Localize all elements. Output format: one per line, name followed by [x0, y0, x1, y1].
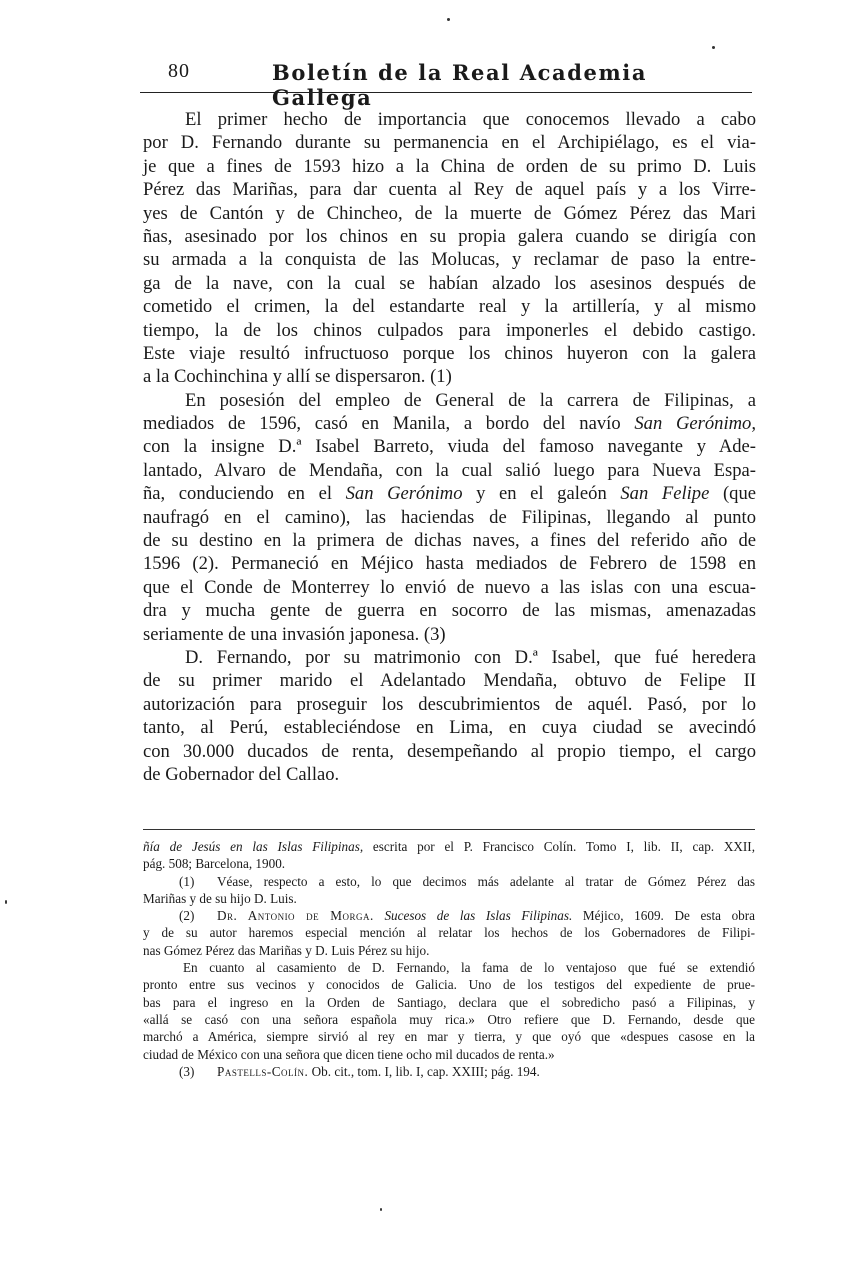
scan-speck: [447, 18, 450, 21]
text-line: tiempo, la de los chinos culpados para imponerles el debido castigo.: [143, 319, 756, 341]
text-line: D. Fernando, por su matrimonio con D.ª Isabel, que fué heredera: [185, 646, 756, 668]
text-line: je que a fines de 1593 hizo a la China de orden de su primo D. Luis: [143, 155, 756, 177]
text-span: Ob. cit., tom. I, lib. I, cap. XXIII; pág. 194.: [308, 1063, 540, 1079]
text-line: Pérez das Mariñas, para dar cuenta al Rey de aquel país y a los Virre-: [143, 179, 756, 201]
text-line: naufragó en el camino), las haciendas de Filipinas, llegando al punto: [143, 506, 756, 528]
footnote-line: [143, 1063, 755, 1080]
footnote-number: (3): [179, 1063, 195, 1079]
text-line: de su destino en la primera de dichas naves, a fines del referido año de: [143, 530, 756, 552]
text-line: El primer hecho de importancia que conocemos llevado a cabo: [185, 109, 756, 130]
footnote-line: bas para el ingreso en la Orden de Santiago, declara que el sobredicho pasó a Filipinas, y: [143, 994, 755, 1010]
text-line: seriamente de una invasión japonesa. (3): [143, 623, 446, 645]
text-line: [143, 412, 756, 435]
text-line: a la Cochinchina y allí se dispersaron. (1): [143, 366, 452, 388]
text-span: y en el galeón: [462, 483, 621, 505]
text-line: dra y mucha gente de guerra en socorro de las mismas, amenazadas: [143, 600, 756, 622]
text-line: de Gobernador del Callao.: [143, 763, 340, 785]
text-line: ga de la nave, con la cual se habían alzado los asesinos después de: [143, 272, 756, 294]
footnote-line: pág. 508; Barcelona, 1900.: [143, 856, 286, 872]
book-title: Sucesos de las Islas Filipinas.: [384, 908, 573, 924]
ship-name: San Gerónimo,: [634, 413, 756, 435]
text-span: escrita por el P. Francisco Colín. Tomo I, lib. II, cap. XXII,: [363, 839, 755, 854]
text-span: (que: [709, 483, 757, 505]
scan-speck: [5, 900, 7, 904]
footnotes: [143, 838, 755, 1080]
footnote-line: En cuanto al casamiento de D. Fernando, la fama de lo ventajoso que fué se extendió: [183, 960, 755, 976]
footnote-line: marchó a América, siempre sirvió al rey en mar y tierra, y que oyó que «despues casose en la: [143, 1029, 755, 1045]
footnote-line: [143, 873, 755, 890]
ship-name: San Felipe: [620, 483, 710, 505]
footnote-line: «allá se casó con una señora española muy rica.» Otro refiere que D. Fernando, desde que: [143, 1011, 755, 1027]
page-number: 80: [168, 60, 190, 82]
author-name: Pastells-Colín.: [217, 1063, 309, 1079]
footnote-number: (2): [179, 908, 195, 924]
footnote-number: (1): [179, 873, 195, 889]
text-span: ña, conduciendo en el: [143, 483, 346, 505]
page-header: [140, 60, 755, 110]
scan-speck: [380, 1208, 382, 1211]
main-text: [143, 108, 756, 786]
footnote-line: nas Gómez Pérez das Mariñas y D. Luis Pérez su hijo.: [143, 942, 430, 958]
footnote-line: ciudad de México con una señora que dicen tiene ocho mil ducados de renta.»: [143, 1046, 555, 1062]
text-line: su armada a la conquista de las Molucas, y reclamar de paso la entre-: [143, 249, 756, 271]
text-line: con 30.000 ducados de renta, desempeñando al propio tiempo, el cargo: [143, 740, 756, 762]
text-span: mediados de 1596, casó en Manila, a bordo del navío: [143, 413, 635, 435]
text-line: yes de Cantón y de Chincheo, de la muerte de Gómez Pérez das Mari: [143, 202, 756, 224]
footnote-line: Mariñas y de su hijo D. Luis.: [143, 890, 297, 906]
book-title: ñía de Jesús en las Islas Filipinas,: [143, 839, 364, 854]
text-line: [143, 482, 756, 505]
text-line: por D. Fernando durante su permanencia en el Archipiélago, es el via-: [143, 132, 756, 154]
running-title: Boletín de la Real Academia Gallega: [272, 60, 648, 110]
ship-name: San Gerónimo: [345, 483, 463, 505]
text-line: lantado, Alvaro de Mendaña, con la cual salió luego para Nueva Espa-: [143, 459, 756, 481]
text-line: tanto, al Perú, estableciéndose en Lima, en cuya ciudad se avecindó: [143, 717, 756, 739]
text-line: ñas, asesinado por los chinos en su propia galera cuando se dirigía con: [143, 225, 756, 247]
footnote-line: y de su autor haremos especial mención al relatar los hechos de los Gobernadores de Filipi-: [143, 925, 755, 941]
footnote-rule: [143, 829, 755, 830]
text-span: Méjico, 1609. De esta obra: [572, 908, 755, 924]
text-line: 1596 (2). Permaneció en Méjico hasta mediados de Febrero de 1598 en: [143, 553, 756, 575]
author-name: Dr. Antonio de Morga.: [217, 908, 374, 924]
text-span: Véase, respecto a esto, lo que decimos más adelante al tratar de Gómez Pérez das: [217, 873, 755, 889]
footnote-line: [143, 907, 755, 924]
footnote-line: pronto entre sus vecinos y conocidos de Galicia. Uno de los testigos del expediente de prue-: [143, 977, 755, 993]
header-rule: [140, 92, 752, 93]
scan-speck: [712, 46, 715, 49]
text-line: con la insigne D.ª Isabel Barreto, viuda del famoso navegante y Ade-: [143, 436, 756, 458]
text-line: En posesión del empleo de General de la carrera de Filipinas, a: [185, 389, 756, 411]
text-line: autorización para proseguir los descubrimientos de aquél. Pasó, por lo: [143, 693, 756, 715]
text-line: de su primer marido el Adelantado Mendaña, obtuvo de Felipe II: [143, 670, 756, 692]
text-line: cometido el crimen, la del estandarte real y la artillería, y al mismo: [143, 296, 756, 318]
text-line: que el Conde de Monterrey lo envió de nuevo a las islas con una escua-: [143, 576, 756, 598]
footnote-line: [143, 838, 755, 855]
text-line: Este viaje resultó infructuoso porque los chinos huyeron con la galera: [143, 342, 756, 364]
